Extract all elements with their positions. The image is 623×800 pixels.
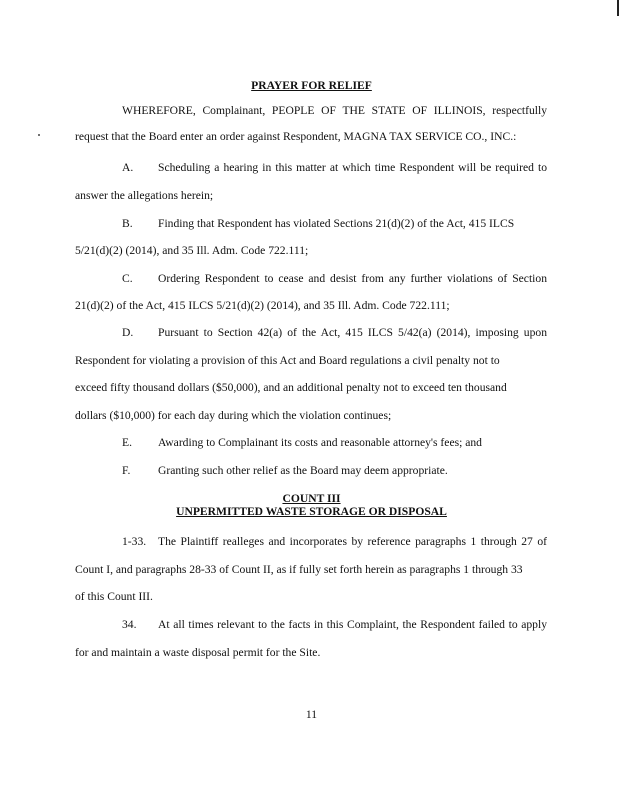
para-1-33-number: 1-33.: [122, 535, 147, 548]
item-d-letter: D.: [122, 326, 134, 339]
item-f-letter: F.: [122, 464, 131, 477]
para-1-33-line-1: The Plaintiff realleges and incorporates by reference paragraphs 1 through 27 of: [158, 535, 547, 548]
item-a-letter: A.: [122, 161, 134, 174]
item-c-line-1: Ordering Respondent to cease and desist from any further violations of Section: [158, 272, 547, 285]
prayer-for-relief-heading: PRAYER FOR RELIEF: [251, 79, 372, 92]
para-1-33-line-3: of this Count III.: [75, 590, 153, 603]
item-a-line-2: answer the allegations herein;: [75, 189, 214, 202]
scan-speck: [38, 134, 40, 136]
item-d-line-2: Respondent for violating a provision of this Act and Board regulations a civil penalty not to: [75, 354, 500, 367]
item-d-line-3: exceed fifty thousand dollars ($50,000), and an additional penalty not to exceed ten thousand: [75, 381, 507, 394]
para-34-line-1: At all times relevant to the facts in this Complaint, the Respondent failed to apply: [158, 618, 547, 631]
item-c-line-2: 21(d)(2) of the Act, 415 ILCS 5/21(d)(2) (2014), and 35 Ill. Adm. Code 722.111;: [75, 299, 450, 312]
para-34-line-2: for and maintain a waste disposal permit for the Site.: [75, 646, 321, 659]
item-b-line-2: 5/21(d)(2) (2014), and 35 Ill. Adm. Code 722.111;: [75, 244, 309, 257]
item-e-letter: E.: [122, 436, 132, 449]
item-e-line-1: Awarding to Complainant its costs and reasonable attorney's fees; and: [158, 436, 482, 449]
item-b-line-1: Finding that Respondent has violated Sections 21(d)(2) of the Act, 415 ILCS: [158, 217, 515, 230]
item-d-line-1: Pursuant to Section 42(a) of the Act, 415 ILCS 5/42(a) (2014), imposing upon: [158, 326, 547, 339]
intro-line-1: WHEREFORE, Complainant, PEOPLE OF THE STATE OF ILLINOIS, respectfully: [122, 104, 547, 117]
item-b-letter: B.: [122, 217, 133, 230]
item-a-line-1: Scheduling a hearing in this matter at which time Respondent will be required to: [158, 161, 547, 174]
count-iii-subheading: UNPERMITTED WASTE STORAGE OR DISPOSAL: [176, 505, 447, 518]
item-c-letter: C.: [122, 272, 133, 285]
para-1-33-line-2: Count I, and paragraphs 28-33 of Count II, as if fully set forth herein as paragraphs 1 through 33: [75, 563, 523, 576]
intro-line-2: request that the Board enter an order against Respondent, MAGNA TAX SERVICE CO., INC.:: [75, 130, 517, 143]
scan-edge-mark: [617, 0, 619, 16]
item-d-line-4: dollars ($10,000) for each day during which the violation continues;: [75, 409, 392, 422]
count-iii-heading: COUNT III: [282, 492, 341, 505]
para-34-number: 34.: [122, 618, 137, 631]
item-f-line-1: Granting such other relief as the Board may deem appropriate.: [158, 464, 448, 477]
page-number: 11: [305, 708, 318, 721]
